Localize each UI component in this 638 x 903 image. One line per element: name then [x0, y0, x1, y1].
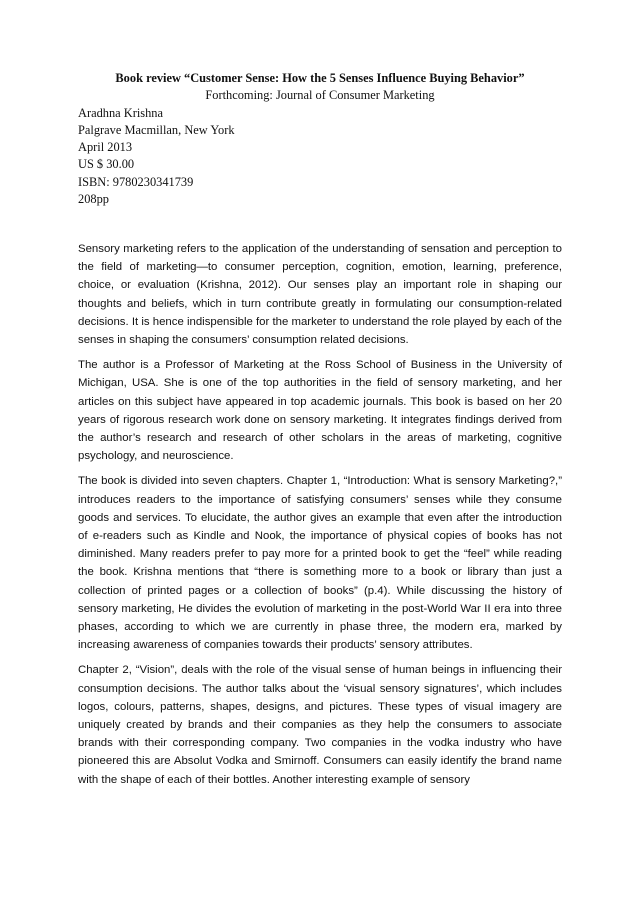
body-paragraph: Chapter 2, “Vision”, deals with the role of the visual sense of human beings in influencing their consumption decisions. The author talks about the ‘visual sensory signatures’, which includes logos, colours, patterns, shapes, designs, and pictures. These types of visual imagery are uniquely created by brands and their companies as they help the consumers to associate brands with their corresponding company. Two companies in the vodka industry who have pioneered this are Absolut Vodka and Smirnoff. Consumers can easily identify the brand name with the shape of each of their bottles. Another interesting example of sensory — [78, 664, 562, 786]
body-paragraph: The author is a Professor of Marketing at the Ross School of Business in the University of Michigan, USA. She is one of the top authorities in the field of sensory marketing, and her articles on this subject have appeared in top academic journals. This book is based on her 20 years of rigorous research work done on sensory marketing. It integrates findings derived from the author’s research and research of other scholars in the areas of marketing, cognitive psychology, and neuroscience. — [78, 359, 562, 463]
document-body — [78, 240, 562, 796]
book-isbn: ISBN: 9780230341739 — [78, 174, 194, 189]
document-title: Book review “Customer Sense: How the 5 Senses Influence Buying Behavior” — [115, 71, 525, 85]
book-publisher: Palgrave Macmillan, New York — [78, 122, 235, 137]
book-price: US $ 30.00 — [78, 157, 135, 172]
book-pages: 208pp — [78, 192, 109, 207]
body-paragraph: The book is divided into seven chapters. Chapter 1, “Introduction: What is sensory Marketing?,” introduces readers to the importance of satisfying consumers’ senses while they consume goods and services. To elucidate, the author gives an example that even after the introduction of e-readers such as Kindle and Nook, the importance of physical copies of books has not diminished. Many readers prefer to pay more for a printed book to get the “feel” while reading the book. Krishna mentions that “there is something more to a book or library than just a collection of printed pages or a collection of books” (p.4). While discussing the history of sensory marketing, He divides the evolution of marketing in the post-World War II era into three phases, according to which we are currently in phase three, the modern era, marked by increasing awareness of companies towards their products’ sensory attributes. — [78, 475, 562, 652]
document-subtitle: Forthcoming: Journal of Consumer Marketing — [205, 88, 435, 103]
document-header — [78, 70, 562, 208]
book-author: Aradhna Krishna — [78, 105, 163, 120]
body-paragraph: Sensory marketing refers to the application of the understanding of sensation and perception to the field of marketing—to consumer perception, cognition, emotion, learning, preference, choice, or evaluation (Krishna, 2012). Our senses play an important role in shaping our thoughts and beliefs, which in turn contribute greatly in formulating our consumption-related decisions. It is hence indispensible for the marketer to understand the role played by each of the senses in shaping the consumers’ consumption related decisions. — [78, 243, 562, 347]
book-date: April 2013 — [78, 140, 133, 155]
